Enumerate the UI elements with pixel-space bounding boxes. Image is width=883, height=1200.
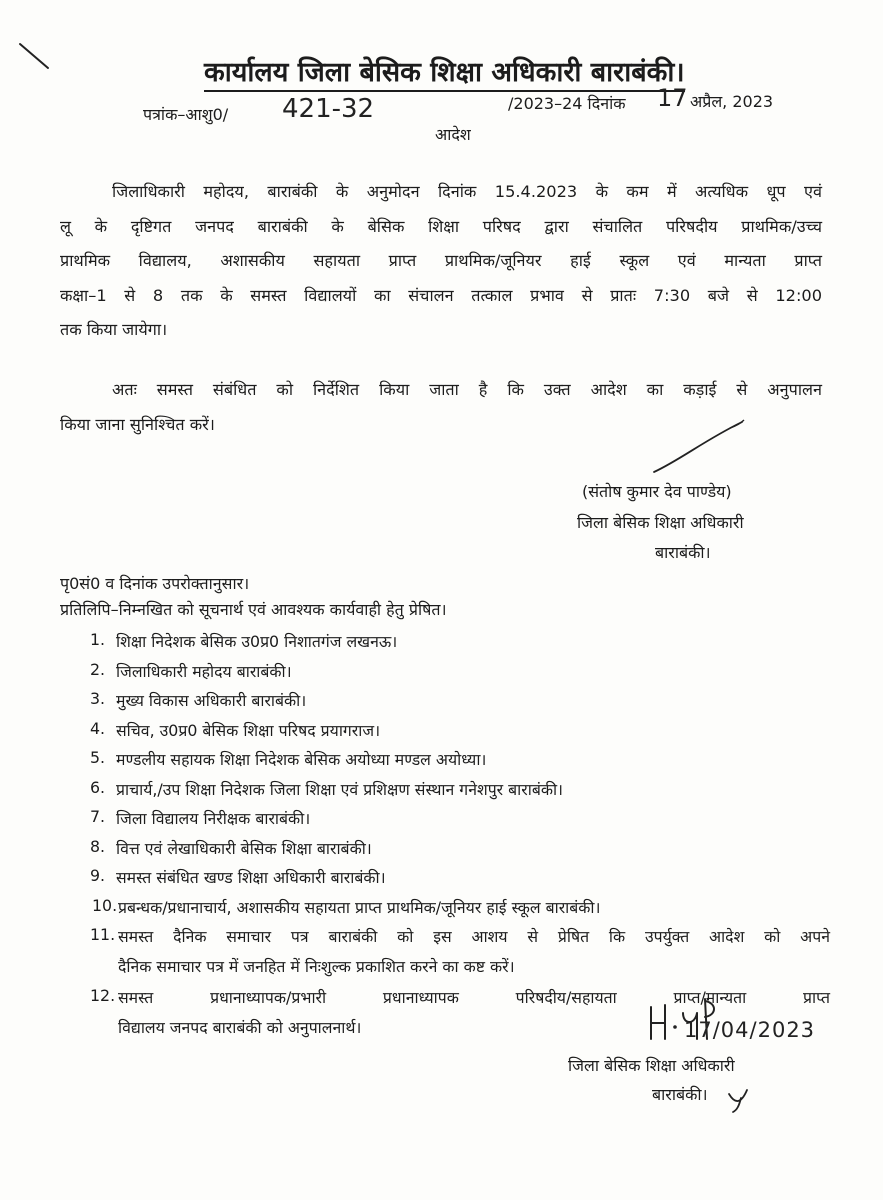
order-paragraph-1: [60, 175, 822, 348]
list-item-text: प्रबन्धक/प्रधानाचार्य, अशासकीय सहायता प्राप्त प्राथमिक/जूनियर हाई स्कूल बाराबंकी।: [118, 897, 601, 917]
bottom-designation: जिला बेसिक शिक्षा अधिकारी: [568, 1056, 735, 1075]
list-item-text: प्राचार्य,/उप शिक्षा निदेशक जिला शिक्षा एवं प्रशिक्षण संस्थान गनेशपुर बाराबंकी।: [116, 779, 564, 799]
list-item-text: वित्त एवं लेखाधिकारी बेसिक शिक्षा बाराबंकी।: [116, 838, 372, 858]
list-item-number: 3.: [90, 689, 106, 708]
list-item: [60, 837, 830, 867]
para1-line-1: जिलाधिकारी महोदय, बाराबंकी के अनुमोदन दिनांक 15.4.2023 के कम में अत्यधिक धूप एवं: [112, 182, 822, 201]
list-item-text: मुख्य विकास अधिकारी बाराबंकी।: [116, 691, 307, 710]
list-item: [60, 807, 830, 837]
ref-number-handwritten: 421-32: [282, 94, 375, 124]
list-item: [60, 748, 830, 778]
ref-year: /2023–24 दिनांक: [508, 94, 626, 113]
officer-place: बाराबंकी।: [655, 543, 711, 562]
para1-line-5: तक किया जायेगा।: [60, 320, 168, 339]
list-item-number: 8.: [90, 836, 106, 856]
list-item: [60, 630, 830, 660]
item12-line-1: समस्त प्रधानाध्यापक/प्रभारी प्रधानाध्यापक परिषदीय/सहायता प्राप्त/मान्यता प्राप्त: [118, 988, 830, 1007]
list-item: [60, 660, 830, 690]
list-item: [60, 719, 830, 749]
bottom-place: बाराबंकी।: [652, 1085, 708, 1104]
item11-line-1: समस्त दैनिक समाचार पत्र बाराबंकी को इस आशय से प्रेषित कि उपर्युक्त आदेश को अपने: [118, 927, 830, 946]
list-item-text: मण्डलीय सहायक शिक्षा निदेशक बेसिक अयोध्या मण्डल अयोध्या।: [116, 750, 487, 769]
list-item-number: 12.: [90, 986, 116, 1005]
list-item-number: 7.: [90, 807, 106, 826]
handwritten-date: 17/04/2023: [684, 1018, 816, 1042]
list-item-number: 1.: [90, 630, 106, 649]
date-day-handwritten: 17: [657, 84, 688, 112]
list-item-text: शिक्षा निदेशक बेसिक उ0प्र0 निशातगंज लखनऊ।: [116, 632, 398, 651]
list-item-text: [118, 925, 830, 984]
list-item-text: समस्त संबंधित खण्ड शिक्षा अधिकारी बाराबंकी।: [116, 868, 386, 887]
list-item-number: 2.: [90, 659, 106, 679]
officer-name: (संतोष कुमार देव पाण्डेय): [582, 482, 732, 501]
list-item-number: 11.: [90, 925, 116, 944]
copy-ref-line: पृ0सं0 व दिनांक उपरोक्तानुसार।: [60, 574, 250, 593]
para2-line-2: किया जाना सुनिश्चित करें।: [60, 414, 215, 434]
copy-heading: प्रतिलिपि–निम्नखित को सूचनार्थ एवं आवश्यक कार्यवाही हेतु प्रेषित।: [60, 600, 447, 619]
para1-line-3: प्राथमिक विद्यालय, अशासकीय सहायता प्राप्त प्राथमिक/जूनियर हाई स्कूल एवं मान्यता प्राप्त: [60, 251, 822, 270]
item12-line-2: विद्यालय जनपद बाराबंकी को अनुपालनार्थ।: [118, 1017, 362, 1037]
list-item-number: 6.: [90, 777, 106, 797]
item11-line-2: दैनिक समाचार पत्र में जनहित में निःशुल्क प्रकाशित करने का कष्ट करें।: [118, 956, 515, 976]
list-item-number: 10.: [92, 895, 118, 915]
date-rest: अप्रैल, 2023: [690, 92, 774, 111]
list-item: [60, 866, 830, 896]
list-item-number: 4.: [90, 718, 106, 738]
office-title: कार्यालय जिला बेसिक शिक्षा अधिकारी बाराबंकी।: [204, 52, 685, 92]
list-item-number: 9.: [90, 866, 106, 885]
bottom-initial-mark: [727, 1088, 751, 1114]
para1-line-2: लू के दृष्टिगत जनपद बाराबंकी के बेसिक शिक्षा परिषद द्वारा संचालित परिषदीय प्राथमिक/उच्च: [60, 216, 822, 236]
corner-pen-mark: [18, 42, 58, 72]
list-item-text: जिला विद्यालय निरीक्षक बाराबंकी।: [116, 809, 311, 828]
list-item: [60, 689, 830, 719]
list-item: [60, 896, 830, 926]
list-item: [60, 925, 830, 984]
para1-line-4: कक्षा–1 से 8 तक के समस्त विद्यालयों का संचालन तत्काल प्रभाव से प्रातः 7:30 बजे से 12:00: [60, 285, 822, 305]
officer-designation: जिला बेसिक शिक्षा अधिकारी: [577, 513, 744, 532]
list-item-text: जिलाधिकारी महोदय बाराबंकी।: [116, 661, 292, 681]
list-item-number: 5.: [90, 748, 106, 767]
list-item-text: सचिव, उ0प्र0 बेसिक शिक्षा परिषद प्रयागराज।: [116, 720, 381, 740]
copy-list: [60, 630, 830, 1045]
order-heading: आदेश: [435, 125, 471, 144]
list-item: [60, 778, 830, 808]
officer-signature: [650, 420, 750, 480]
ref-label: पत्रांक–आशु0/: [143, 105, 229, 124]
para2-line-1: अतः समस्त संबंधित को निर्देशित किया जाता है कि उक्त आदेश का कड़ाई से अनुपालन: [112, 380, 822, 399]
